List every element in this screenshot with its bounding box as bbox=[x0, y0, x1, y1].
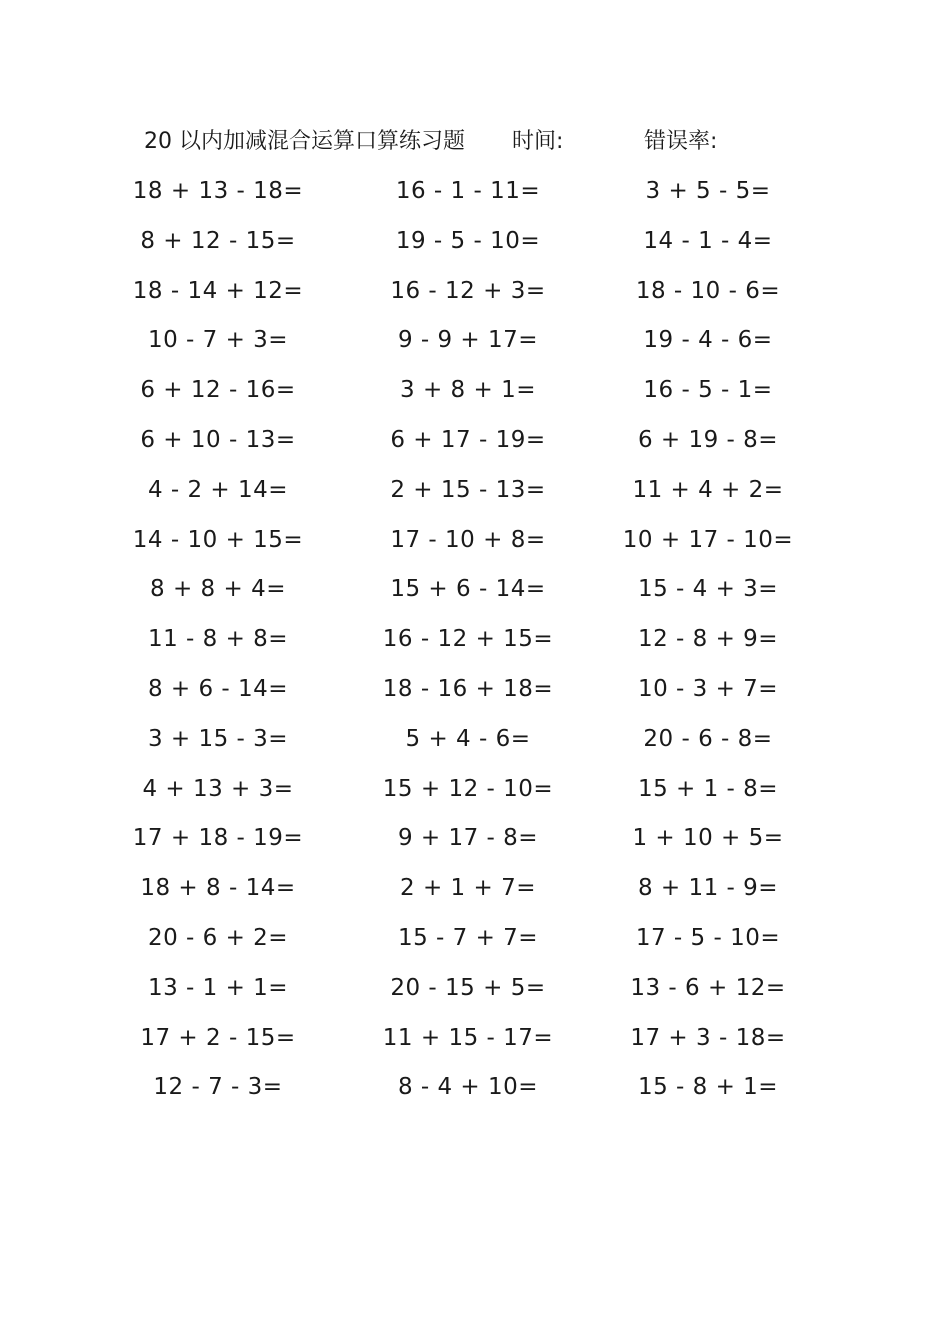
problem-cell: 10 - 3 + 7= bbox=[637, 675, 779, 702]
problem-cell: 15 - 7 + 7= bbox=[397, 924, 539, 951]
problem-row bbox=[0, 466, 950, 516]
problem-cell: 3 + 15 - 3= bbox=[147, 725, 289, 752]
problem-cell: 16 - 12 + 15= bbox=[382, 626, 554, 653]
problem-row bbox=[0, 615, 950, 665]
problem-cell: 20 - 15 + 5= bbox=[390, 974, 546, 1001]
problem-cell: 11 + 15 - 17= bbox=[382, 1024, 554, 1051]
problem-cell: 18 + 13 - 18= bbox=[132, 178, 304, 204]
problem-cell: 18 - 16 + 18= bbox=[382, 675, 554, 702]
problem-cell: 6 + 17 - 19= bbox=[390, 426, 546, 453]
problem-cell: 19 - 5 - 10= bbox=[395, 227, 541, 254]
problem-row bbox=[0, 1063, 950, 1113]
problem-row bbox=[0, 765, 950, 815]
problem-cell: 2 + 1 + 7= bbox=[400, 875, 536, 902]
problem-row bbox=[0, 814, 950, 864]
problem-cell: 19 - 4 - 6= bbox=[643, 327, 773, 354]
problem-cell: 2 + 15 - 13= bbox=[390, 476, 546, 503]
problem-cell: 17 - 5 - 10= bbox=[635, 924, 781, 951]
problem-cell: 9 + 17 - 8= bbox=[397, 825, 539, 852]
problem-cell: 18 + 8 - 14= bbox=[140, 875, 296, 902]
problem-cell: 8 + 6 - 14= bbox=[147, 675, 289, 702]
problem-row bbox=[0, 516, 950, 566]
problem-cell: 20 - 6 + 2= bbox=[147, 924, 289, 951]
problem-cell: 12 - 7 - 3= bbox=[153, 1074, 283, 1101]
problem-cell: 4 - 2 + 14= bbox=[147, 476, 289, 503]
problem-cell: 3 + 5 - 5= bbox=[645, 178, 771, 204]
problem-row bbox=[0, 964, 950, 1014]
problem-cell: 8 + 11 - 9= bbox=[637, 875, 779, 902]
problem-cell: 11 + 4 + 2= bbox=[632, 476, 784, 503]
problem-cell: 20 - 6 - 8= bbox=[643, 725, 773, 752]
problem-cell: 1 + 10 + 5= bbox=[632, 825, 784, 852]
problem-row bbox=[0, 1014, 950, 1064]
problem-cell: 18 - 14 + 12= bbox=[132, 277, 304, 304]
problem-cell: 15 + 1 - 8= bbox=[637, 775, 779, 802]
problem-cell: 10 + 17 - 10= bbox=[622, 526, 794, 553]
problem-cell: 6 + 12 - 16= bbox=[140, 377, 296, 404]
problem-cell: 13 - 6 + 12= bbox=[630, 974, 786, 1001]
problem-cell: 11 - 8 + 8= bbox=[147, 626, 289, 653]
problem-cell: 10 - 7 + 3= bbox=[147, 327, 289, 354]
worksheet-title: 20 以内加减混合运算口算练习题 bbox=[144, 129, 465, 154]
problem-cell: 15 + 6 - 14= bbox=[390, 576, 546, 603]
problem-row bbox=[0, 267, 950, 317]
problem-row bbox=[0, 565, 950, 615]
problem-cell: 15 - 4 + 3= bbox=[637, 576, 779, 603]
problem-cell: 14 - 1 - 4= bbox=[643, 227, 773, 254]
problem-cell: 6 + 19 - 8= bbox=[637, 426, 779, 453]
problem-cell: 14 - 10 + 15= bbox=[132, 526, 304, 553]
problem-row bbox=[0, 416, 950, 466]
problem-cell: 4 + 13 + 3= bbox=[142, 775, 294, 802]
problem-row bbox=[0, 366, 950, 416]
problem-cell: 16 - 1 - 11= bbox=[395, 178, 541, 204]
problem-grid bbox=[0, 167, 950, 1113]
problem-cell: 12 - 8 + 9= bbox=[637, 626, 779, 653]
problem-cell: 13 - 1 + 1= bbox=[147, 974, 289, 1001]
problem-cell: 3 + 8 + 1= bbox=[400, 377, 536, 404]
problem-cell: 16 - 5 - 1= bbox=[643, 377, 773, 404]
error-rate-label: 错误率: bbox=[644, 129, 718, 154]
problem-row bbox=[0, 665, 950, 715]
problem-row bbox=[0, 167, 950, 217]
problem-cell: 16 - 12 + 3= bbox=[390, 277, 546, 304]
problem-cell: 6 + 10 - 13= bbox=[140, 426, 296, 453]
problem-row bbox=[0, 864, 950, 914]
problem-cell: 17 + 18 - 19= bbox=[132, 825, 304, 852]
problem-row bbox=[0, 316, 950, 366]
problem-cell: 5 + 4 - 6= bbox=[405, 725, 531, 752]
problem-cell: 18 - 10 - 6= bbox=[635, 277, 781, 304]
problem-cell: 8 + 12 - 15= bbox=[140, 227, 296, 254]
problem-cell: 17 + 3 - 18= bbox=[630, 1024, 786, 1051]
problem-cell: 15 + 12 - 10= bbox=[382, 775, 554, 802]
problem-row bbox=[0, 217, 950, 267]
time-label: 时间: bbox=[512, 129, 564, 154]
problem-cell: 9 - 9 + 17= bbox=[397, 327, 539, 354]
problem-cell: 8 + 8 + 4= bbox=[150, 576, 286, 603]
problem-cell: 15 - 8 + 1= bbox=[637, 1074, 779, 1101]
problem-row bbox=[0, 715, 950, 765]
problem-cell: 17 + 2 - 15= bbox=[140, 1024, 296, 1051]
problem-row bbox=[0, 914, 950, 964]
problem-cell: 17 - 10 + 8= bbox=[390, 526, 546, 553]
problem-cell: 8 - 4 + 10= bbox=[397, 1074, 539, 1101]
